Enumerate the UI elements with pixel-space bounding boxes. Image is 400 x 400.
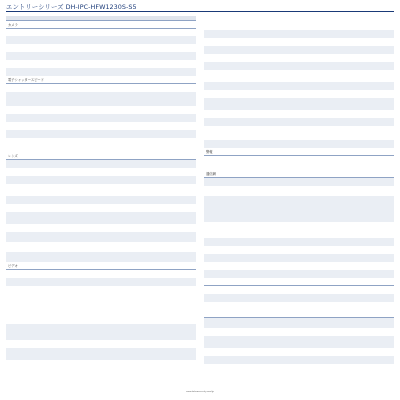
spec-value <box>70 228 196 229</box>
spec-label <box>204 94 268 95</box>
spec-row <box>6 60 196 68</box>
spec-label <box>204 86 268 87</box>
spec-value <box>268 266 394 267</box>
spec-value <box>268 250 394 251</box>
spec-value <box>268 230 394 231</box>
spec-label <box>204 114 268 115</box>
spec-row <box>204 82 394 90</box>
spec-label <box>6 32 70 33</box>
spec-label <box>204 242 268 243</box>
spec-label <box>6 208 70 209</box>
spec-value <box>70 72 196 73</box>
spec-value <box>70 274 196 275</box>
spec-row <box>204 178 394 186</box>
spec-value <box>268 332 394 333</box>
spec-label <box>6 145 70 146</box>
spec-row <box>6 68 196 76</box>
spec-label <box>204 144 268 145</box>
spec-label <box>204 230 268 231</box>
spec-label <box>6 48 70 49</box>
spec-value <box>70 237 196 238</box>
spec-label <box>204 368 268 369</box>
spec-row <box>204 62 394 70</box>
spec-value <box>70 208 196 209</box>
spec-row <box>204 156 394 170</box>
spec-row <box>6 106 196 114</box>
spec-label <box>204 163 268 164</box>
spec-value <box>268 133 394 134</box>
spec-value <box>268 352 394 353</box>
spec-row <box>6 168 196 176</box>
spec-label <box>6 72 70 73</box>
spec-row <box>6 348 196 360</box>
spec-value <box>70 48 196 49</box>
spec-value <box>70 118 196 119</box>
spec-value <box>268 368 394 369</box>
spec-label <box>204 76 268 77</box>
section-heading: 通信網 <box>204 170 394 178</box>
spec-value <box>268 258 394 259</box>
spec-value <box>70 164 196 165</box>
spec-label <box>6 110 70 111</box>
spec-value <box>70 145 196 146</box>
spec-value <box>268 42 394 43</box>
spec-value <box>268 306 394 307</box>
section-heading: カメラ <box>6 21 196 29</box>
spec-value <box>268 182 394 183</box>
spec-value <box>268 323 394 324</box>
spec-row <box>6 360 196 368</box>
spec-label <box>6 237 70 238</box>
spec-label <box>6 305 70 306</box>
spec-label <box>204 133 268 134</box>
spec-row <box>6 122 196 130</box>
section-heading: 電子シャッタースピード <box>6 76 196 84</box>
spec-row <box>204 126 394 140</box>
spec-label <box>6 40 70 41</box>
spec-row <box>6 44 196 52</box>
spec-row <box>204 254 394 262</box>
section-heading <box>204 310 394 318</box>
spec-value <box>268 122 394 123</box>
spec-value <box>268 50 394 51</box>
spec-label <box>204 323 268 324</box>
spec-label <box>204 191 268 192</box>
spec-label <box>6 344 70 345</box>
spec-row <box>204 16 394 30</box>
spec-label <box>6 218 70 219</box>
spec-label <box>6 332 70 333</box>
section-heading: ビデオ <box>6 262 196 270</box>
spec-value <box>70 354 196 355</box>
spec-value <box>70 180 196 181</box>
spec-value <box>268 144 394 145</box>
section-heading <box>204 278 394 286</box>
spec-row <box>204 90 394 98</box>
spec-label <box>204 104 268 105</box>
spec-value <box>70 190 196 191</box>
spec-value <box>70 64 196 65</box>
spec-row <box>6 212 196 224</box>
footer-url: www.dahuasecurity.com/jp <box>186 391 214 393</box>
spec-value <box>268 163 394 164</box>
spec-label <box>204 332 268 333</box>
spec-label <box>204 50 268 51</box>
spec-row <box>6 84 196 92</box>
spec-label <box>204 34 268 35</box>
section-heading: レンズ <box>6 152 196 160</box>
spec-row <box>204 118 394 126</box>
spec-label <box>204 42 268 43</box>
spec-value <box>70 134 196 135</box>
spec-row <box>204 348 394 356</box>
spec-label <box>204 274 268 275</box>
spec-row <box>204 110 394 118</box>
spec-value <box>268 94 394 95</box>
spec-label <box>6 164 70 165</box>
spec-row <box>6 340 196 348</box>
spec-row <box>204 336 394 348</box>
spec-value <box>70 257 196 258</box>
spec-label <box>204 258 268 259</box>
spec-value <box>70 32 196 33</box>
spec-row <box>6 29 196 36</box>
spec-row <box>6 160 196 168</box>
spec-value <box>268 66 394 67</box>
spec-value <box>70 40 196 41</box>
spec-value <box>70 332 196 333</box>
spec-row <box>6 92 196 106</box>
spec-table-right <box>204 16 394 372</box>
spec-value <box>70 344 196 345</box>
spec-label <box>6 118 70 119</box>
spec-label <box>6 282 70 283</box>
spec-row <box>6 204 196 212</box>
spec-row <box>204 70 394 82</box>
spec-table-left <box>6 16 196 368</box>
header-rule <box>6 11 394 12</box>
spec-row <box>6 224 196 232</box>
spec-row <box>6 114 196 122</box>
spec-row <box>204 46 394 54</box>
spec-label <box>204 23 268 24</box>
spec-value <box>268 298 394 299</box>
spec-value <box>268 34 394 35</box>
spec-value <box>268 360 394 361</box>
spec-row <box>204 30 394 38</box>
spec-label <box>204 58 268 59</box>
spec-row <box>204 98 394 110</box>
spec-label <box>204 306 268 307</box>
spec-row <box>6 176 196 184</box>
spec-label <box>204 209 268 210</box>
spec-label <box>204 66 268 67</box>
spec-label <box>204 266 268 267</box>
spec-row <box>6 252 196 262</box>
spec-row <box>6 286 196 324</box>
spec-value <box>70 126 196 127</box>
spec-label <box>6 228 70 229</box>
spec-value <box>268 242 394 243</box>
spec-label <box>6 200 70 201</box>
spec-value <box>268 342 394 343</box>
spec-value <box>268 58 394 59</box>
spec-label <box>204 122 268 123</box>
spec-row <box>204 356 394 364</box>
spec-label <box>6 364 70 365</box>
document-header <box>6 2 394 13</box>
spec-label <box>6 64 70 65</box>
spec-row <box>6 242 196 252</box>
spec-value <box>268 23 394 24</box>
spec-label <box>6 99 70 100</box>
spec-label <box>6 88 70 89</box>
spec-value <box>70 305 196 306</box>
spec-row <box>6 184 196 196</box>
spec-label <box>6 274 70 275</box>
spec-row <box>6 232 196 242</box>
spec-row <box>6 130 196 138</box>
spec-row <box>6 278 196 286</box>
spec-label <box>6 56 70 57</box>
spec-value <box>70 56 196 57</box>
spec-label <box>204 342 268 343</box>
spec-label <box>6 257 70 258</box>
spec-row <box>204 38 394 46</box>
spec-row <box>204 140 394 148</box>
spec-row <box>204 186 394 196</box>
spec-row <box>6 138 196 152</box>
spec-row <box>204 328 394 336</box>
spec-value <box>268 209 394 210</box>
document-title: エントリーシリーズ DH-IPC-HFW1230S-S5 <box>6 3 137 11</box>
spec-row <box>204 318 394 328</box>
spec-label <box>6 247 70 248</box>
spec-row <box>6 270 196 278</box>
spec-row <box>204 294 394 302</box>
spec-value <box>268 76 394 77</box>
spec-value <box>268 104 394 105</box>
spec-label <box>6 172 70 173</box>
spec-row <box>204 54 394 62</box>
spec-row <box>204 238 394 246</box>
section-heading: 警報 <box>204 148 394 156</box>
spec-value <box>268 290 394 291</box>
spec-value <box>70 218 196 219</box>
spec-row <box>204 364 394 372</box>
spec-value <box>70 282 196 283</box>
spec-row <box>204 222 394 238</box>
spec-row <box>204 286 394 294</box>
spec-value <box>268 274 394 275</box>
spec-row <box>6 36 196 44</box>
spec-row <box>6 196 196 204</box>
spec-label <box>6 190 70 191</box>
spec-row <box>204 270 394 278</box>
spec-value <box>70 364 196 365</box>
spec-label <box>204 298 268 299</box>
spec-value <box>70 88 196 89</box>
spec-row <box>204 246 394 254</box>
spec-row <box>204 262 394 270</box>
spec-label <box>204 360 268 361</box>
spec-value <box>70 172 196 173</box>
spec-value <box>70 110 196 111</box>
spec-value <box>70 99 196 100</box>
spec-label <box>6 126 70 127</box>
spec-value <box>268 191 394 192</box>
spec-row <box>204 196 394 222</box>
spec-value <box>268 114 394 115</box>
spec-label <box>204 182 268 183</box>
spec-label <box>204 290 268 291</box>
spec-value <box>70 247 196 248</box>
spec-label <box>6 180 70 181</box>
spec-label <box>204 250 268 251</box>
spec-row <box>6 52 196 60</box>
spec-value <box>70 200 196 201</box>
spec-label <box>6 134 70 135</box>
spec-value <box>268 86 394 87</box>
spec-row <box>6 324 196 340</box>
spec-row <box>204 302 394 310</box>
spec-label <box>6 354 70 355</box>
spec-label <box>204 352 268 353</box>
